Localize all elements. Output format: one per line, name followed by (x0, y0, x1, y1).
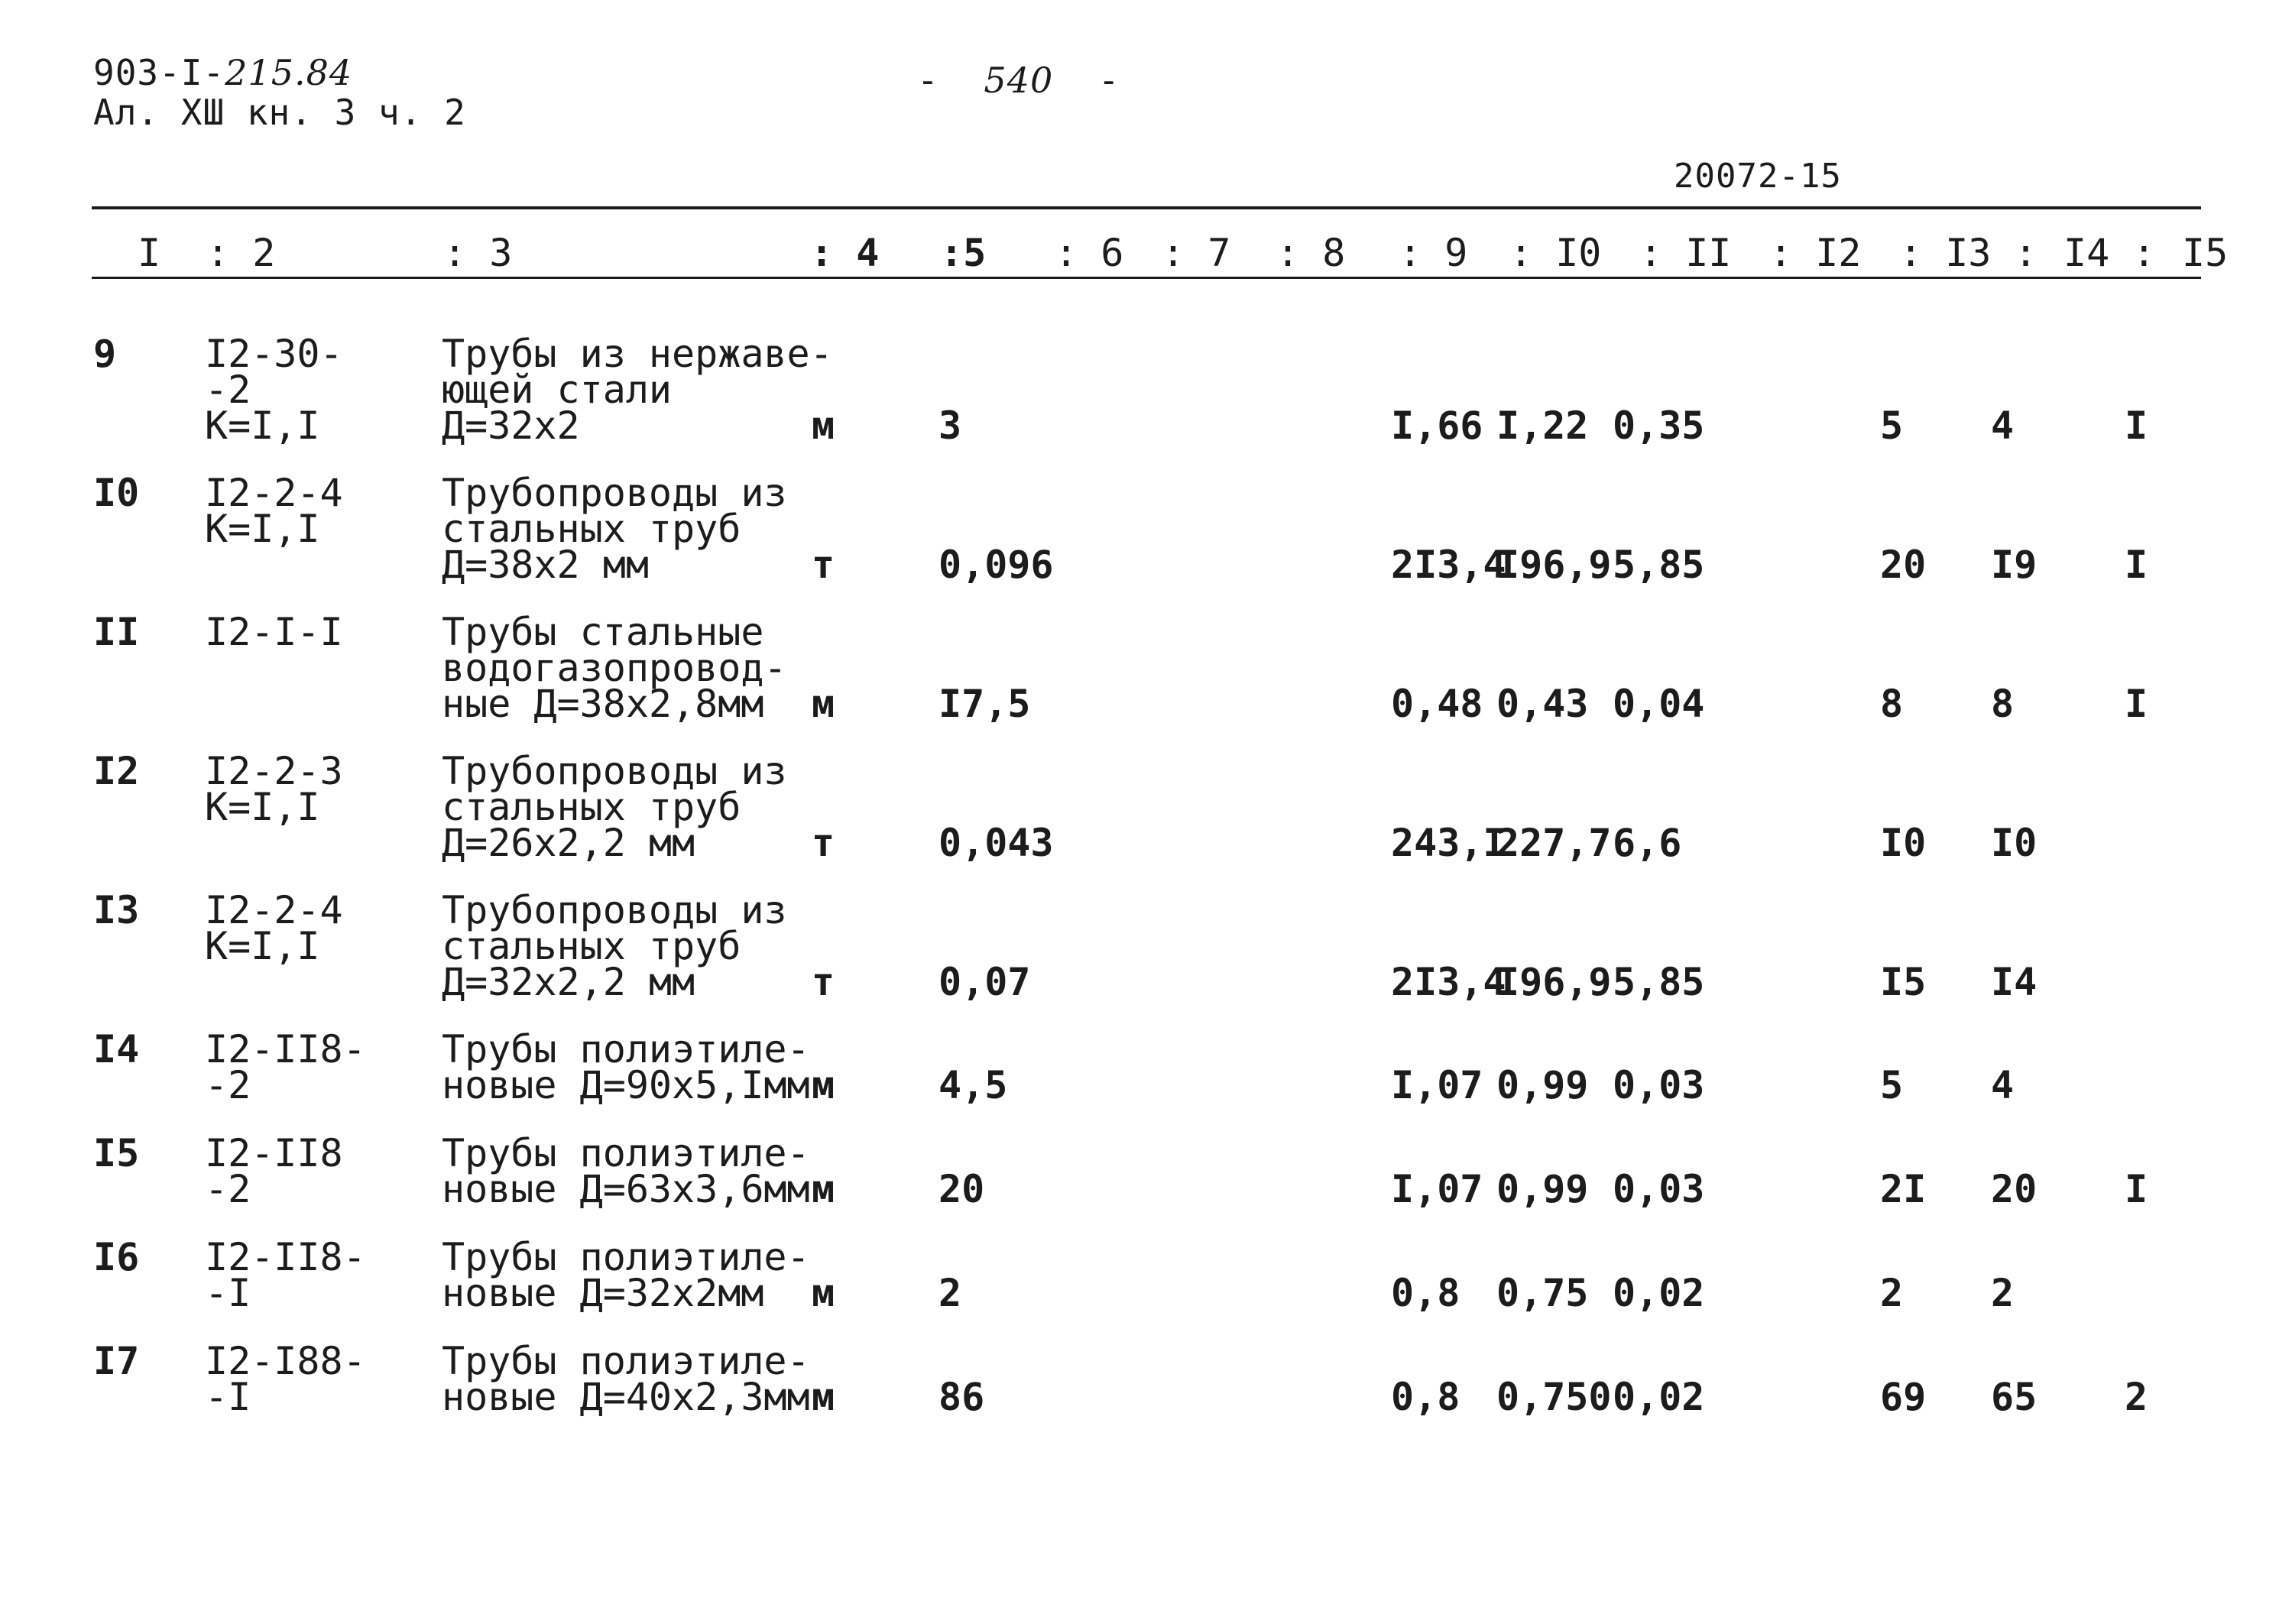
column-header: : 8 (1276, 231, 1346, 275)
value-col10: 0,99 (1496, 1167, 1589, 1211)
value-col12: 8 (1880, 682, 1904, 726)
item-description: стальных труб (442, 924, 741, 968)
value-col10: 0,43 (1496, 682, 1589, 726)
item-description: Трубопроводы из (442, 749, 787, 793)
column-header: : 6 (1055, 231, 1124, 275)
work-code: -2 (205, 368, 251, 412)
value-col11: 6,6 (1613, 821, 1682, 865)
column-header: : 4 (810, 231, 880, 275)
value-col10: I96,9 (1496, 543, 1612, 587)
value-col9: 243,I (1391, 821, 1506, 865)
item-description: Д=32х2 (442, 404, 580, 448)
value-col14: I (2125, 682, 2148, 726)
item-description: стальных труб (442, 507, 741, 551)
row-number: I6 (93, 1235, 140, 1279)
row-number: I2 (93, 749, 140, 793)
item-description: ющей стали (442, 368, 673, 412)
quantity: 0,096 (939, 543, 1054, 587)
row-number: I3 (93, 888, 140, 932)
item-description: Трубы полиэтиле- (442, 1027, 810, 1071)
work-code: I2-I88- (205, 1339, 366, 1383)
page-dash-right: - (1097, 60, 1120, 101)
unit: м (812, 1375, 835, 1419)
unit: м (812, 1271, 835, 1315)
page-dash-left: - (917, 60, 939, 101)
document-code-handwritten: 215.84 (225, 52, 353, 93)
quantity: 3 (939, 404, 962, 448)
row-number: I5 (93, 1131, 140, 1175)
item-description: Трубы из нержаве- (442, 332, 833, 376)
value-col11: 0,03 (1613, 1167, 1705, 1211)
value-col9: 2I3,4 (1391, 960, 1506, 1004)
item-description: Трубопроводы из (442, 471, 787, 515)
document-code-printed: 903-I- (93, 52, 225, 93)
value-col12: 5 (1880, 1063, 1904, 1107)
value-col12: I0 (1880, 821, 1927, 865)
item-description: Трубопроводы из (442, 888, 787, 932)
work-code: I2-I-I (205, 610, 343, 654)
unit: м (812, 1167, 835, 1211)
item-description: Трубы полиэтиле- (442, 1235, 810, 1279)
page-number-value: 540 (984, 60, 1054, 101)
work-code: I2-2-4 (205, 471, 343, 515)
row-number: 9 (93, 332, 117, 376)
work-code: -2 (205, 1063, 251, 1107)
work-code: K=I,I (205, 924, 320, 968)
value-col11: 0,02 (1613, 1375, 1705, 1419)
value-col13: 4 (1991, 404, 2015, 448)
unit: т (812, 821, 835, 865)
column-header: : 7 (1162, 231, 1231, 275)
value-col13: 65 (1991, 1375, 2038, 1419)
value-col13: 8 (1991, 682, 2015, 726)
unit: м (812, 682, 835, 726)
column-header: I5 (2182, 231, 2229, 275)
work-code: I2-2-4 (205, 888, 343, 932)
row-number: I0 (93, 471, 140, 515)
work-code: I2-2-3 (205, 749, 343, 793)
value-col9: 0,8 (1391, 1375, 1460, 1419)
value-col12: 5 (1880, 404, 1904, 448)
item-description: Трубы стальные (442, 610, 764, 654)
value-col13: 4 (1991, 1063, 2015, 1107)
value-col10: 0,99 (1496, 1063, 1589, 1107)
work-code: I2-II8- (205, 1027, 366, 1071)
value-col12: 2I (1880, 1167, 1927, 1211)
quantity: 2 (939, 1271, 962, 1315)
value-col11: 0,03 (1613, 1063, 1705, 1107)
value-col9: I,66 (1391, 404, 1483, 448)
value-col12: 69 (1880, 1375, 1927, 1419)
unit: м (812, 404, 835, 448)
value-col10: 0,750 (1496, 1375, 1612, 1419)
value-col14: I (2125, 404, 2148, 448)
quantity: I7,5 (939, 682, 1031, 726)
value-col10: 0,75 (1496, 1271, 1589, 1315)
value-col10: 227,7 (1496, 821, 1612, 865)
value-col11: 5,85 (1613, 543, 1705, 587)
work-code: -I (205, 1271, 251, 1315)
work-code: K=I,I (205, 785, 320, 829)
item-description: Д=32х2,2 мм (442, 960, 695, 1004)
value-col14: I (2125, 543, 2148, 587)
unit: т (812, 960, 835, 1004)
value-col9: 0,48 (1391, 682, 1483, 726)
item-description: новые Д=63х3,6мм (442, 1167, 810, 1211)
unit: м (812, 1063, 835, 1107)
page-number (917, 60, 1120, 101)
value-col9: I,07 (1391, 1063, 1483, 1107)
column-header: : 2 (206, 231, 276, 275)
quantity: 4,5 (939, 1063, 1008, 1107)
item-description: Д=26х2,2 мм (442, 821, 695, 865)
item-description: Д=38х2 мм (442, 543, 649, 587)
row-number: I4 (93, 1027, 140, 1071)
row-number: II (93, 610, 140, 654)
work-code: I2-II8- (205, 1235, 366, 1279)
quantity: 0,043 (939, 821, 1054, 865)
work-code: I2-II8 (205, 1131, 343, 1175)
value-col13: 2 (1991, 1271, 2015, 1315)
value-col13: 20 (1991, 1167, 2038, 1211)
row-number: I7 (93, 1339, 140, 1383)
value-col9: 0,8 (1391, 1271, 1460, 1315)
item-description: Трубы полиэтиле- (442, 1339, 810, 1383)
column-header: I4 : (2063, 231, 2156, 275)
document-code (93, 52, 352, 93)
column-header: : I0 (1509, 231, 1602, 275)
work-code: -2 (205, 1167, 251, 1211)
value-col9: 2I3,4 (1391, 543, 1506, 587)
work-code: K=I,I (205, 404, 320, 448)
value-col14: I (2125, 1167, 2148, 1211)
value-col11: 0,35 (1613, 404, 1705, 448)
item-description: новые Д=40х2,3мм (442, 1375, 810, 1419)
column-header: : 3 (443, 231, 513, 275)
unit: т (812, 543, 835, 587)
value-col13: I4 (1991, 960, 2038, 1004)
value-col13: I9 (1991, 543, 2038, 587)
item-description: новые Д=90х5,Iмм (442, 1063, 810, 1107)
column-header: : I3 : (1899, 231, 2038, 275)
value-col10: I,22 (1496, 404, 1589, 448)
value-col12: 20 (1880, 543, 1927, 587)
value-col12: I5 (1880, 960, 1927, 1004)
column-header: I (138, 231, 161, 275)
quantity: 0,07 (939, 960, 1031, 1004)
column-header: : I2 (1769, 231, 1862, 275)
item-description: Трубы полиэтиле- (442, 1131, 810, 1175)
value-col11: 5,85 (1613, 960, 1705, 1004)
table-top-rule (92, 206, 2201, 209)
item-description: новые Д=32х2мм (442, 1271, 764, 1315)
work-code: -I (205, 1375, 251, 1419)
column-header: :5 (940, 231, 987, 275)
item-description: стальных труб (442, 785, 741, 829)
value-col14: 2 (2125, 1375, 2148, 1419)
value-col10: I96,9 (1496, 960, 1612, 1004)
value-col9: I,07 (1391, 1167, 1483, 1211)
header-bottom-rule (92, 277, 2201, 279)
quantity: 20 (939, 1167, 985, 1211)
value-col11: 0,02 (1613, 1271, 1705, 1315)
item-description: ные Д=38х2,8мм (442, 682, 764, 726)
column-header: : 9 (1399, 231, 1468, 275)
album-reference: Ал. XШ кн. 3 ч. 2 (93, 92, 466, 133)
inventory-number: 20072-15 (1674, 157, 1842, 196)
work-code: K=I,I (205, 507, 320, 551)
value-col11: 0,04 (1613, 682, 1705, 726)
quantity: 86 (939, 1375, 985, 1419)
item-description: водогазопровод- (442, 646, 787, 690)
column-header: : II (1639, 231, 1732, 275)
value-col12: 2 (1880, 1271, 1904, 1315)
work-code: I2-30- (205, 332, 343, 376)
value-col13: I0 (1991, 821, 2038, 865)
